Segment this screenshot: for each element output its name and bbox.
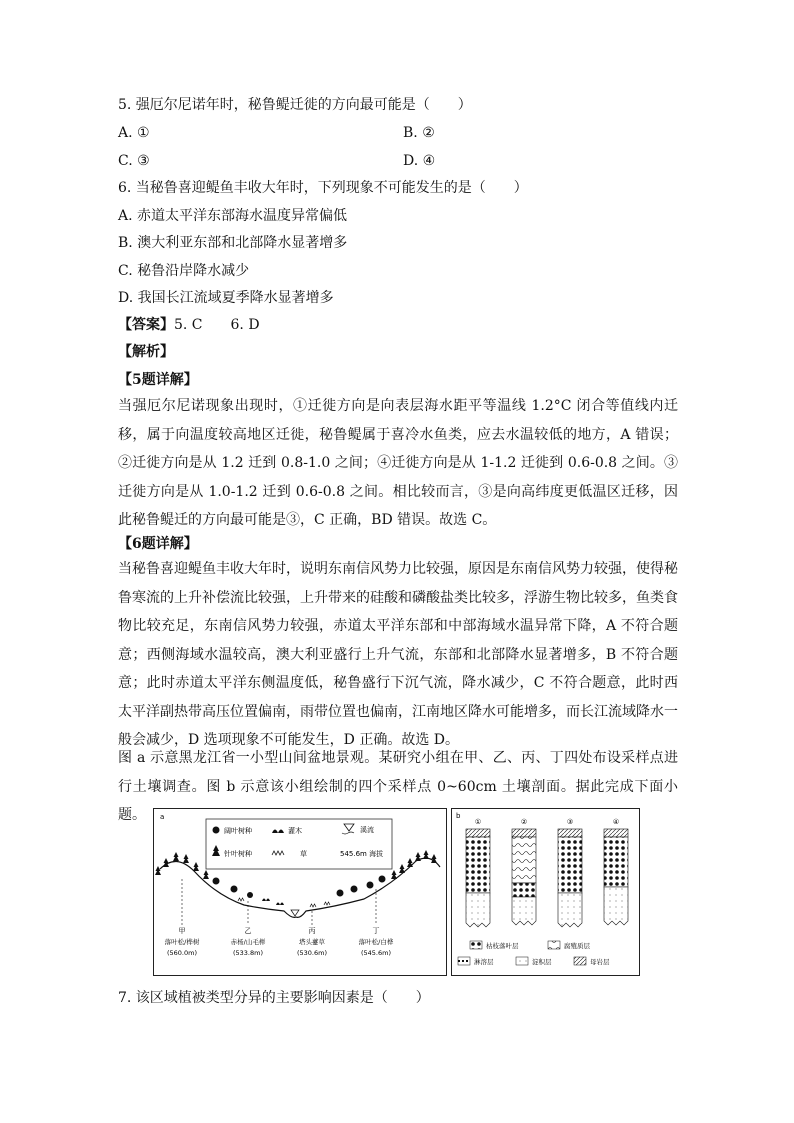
figure-b-legend: [458, 941, 610, 966]
site-bing-elev: (530.6m): [296, 949, 328, 957]
site-yi-veg: 赤杨/山毛榉: [230, 938, 266, 946]
site-jia-name: 甲: [178, 927, 186, 935]
column-1-label: ①: [474, 818, 482, 826]
q6-detail-text: 当秘鲁喜迎鳀鱼丰收大年时，说明东南信风势力比较强，原因是东南信风势力较强，使得秘鲁寒流的上升补偿流比较强，上升带来的硅酸和磷酸盐类比较多，浮游生物比较多，鱼类食物比较充足，东南信风势力较强，赤道太平洋东部和中部海域水温异常下降，A 不符合题意；西侧海域水温较高，澳大利亚盛行上升气流，东部和北部降水显著增多，B 不符合题意；此时赤道太平洋东侧温度低，秘鲁盛行下沉气流，降水减少，C 不符合题意，此时西太平洋副热带高压位置偏南，雨带位置也偏南，江南地区降水可能增多，而长江流域降水一般会减少，D 选项现象不可能发生，D 正确。故选 D。: [118, 561, 678, 748]
broadleaf-left: [213, 878, 254, 899]
broadleaf-right: [337, 876, 386, 897]
q6-option-a: A. 赤道太平洋东部海水温度异常偏低: [118, 208, 348, 224]
q5-detail-text: 当强厄尔尼诺现象出现时，①迁徙方向是向表层海水距平等温线 1.2°C 闭合等值线内迁移，属于向温度较高地区迁徙，秘鲁鳀属于喜冷水鱼类，应去水温较低的地方，A 错误；②迁徙方向是从 1.2 迁到 0.8-1.0 之间；④迁徙方向是从 1-1.2 迁徙到 0.6-0.8 之间。③迁徙方向是从 1.0-1.2 迁到 0.6-0.8 之间。相比较而言，③是向高纬度更低温区迁移，因此秘鲁鳀迁的方向最可能是③，C 正确，BD 错误。故选 C。: [118, 398, 678, 528]
q5-option-c: C. ③: [118, 153, 150, 169]
q5-option-b: B. ②: [403, 125, 435, 141]
column-4-label: ④: [612, 818, 620, 826]
soil-column-4: [604, 829, 628, 925]
figure-b-soil-profiles: [451, 808, 640, 976]
column-2-label: ②: [520, 818, 528, 826]
figure-b-svg: [452, 809, 639, 975]
legend-leaching: 淋溶层: [474, 958, 494, 966]
site-jia-elev: (560.0m): [166, 949, 198, 957]
site-lines: [182, 879, 376, 925]
q6-stem: 6. 当秘鲁喜迎鳀鱼丰收大年时，下列现象不可能发生的是（ ）: [118, 180, 528, 196]
q7-stem: 7. 该区域植被类型分异的主要影响因素是（ ）: [118, 990, 430, 1006]
legend-elevation: 545.6m 海拔: [340, 850, 384, 858]
figure-b-label: b: [456, 812, 461, 820]
q5-detail-tag: 【5题详解】: [118, 372, 198, 388]
legend-parent: 母岩层: [590, 958, 610, 966]
site-ding-name: 丁: [372, 927, 380, 935]
q5-option-a: A. ①: [118, 125, 150, 141]
legend-deposit: 淀积层: [532, 958, 552, 966]
analysis-tag: 【解析】: [118, 344, 174, 360]
legend-grass: 草: [300, 850, 307, 858]
figure-a-landscape: [153, 808, 447, 976]
figure-a-svg: [154, 809, 446, 975]
q6-option-d: D. 我国长江流域夏季降水显著增多: [118, 290, 334, 306]
legend-litter: 枯枝落叶层: [486, 942, 519, 950]
stream-marker: [291, 910, 299, 916]
site-bing-name: 丙: [308, 927, 316, 935]
grass-valley: [238, 898, 330, 907]
answer-text: 5. C 6. D: [174, 317, 260, 333]
soil-column-2: [512, 829, 536, 925]
legend-broadleaf: 阔叶树种: [224, 827, 252, 835]
q6-option-b: B. 澳大利亚东部和北部降水显著增多: [118, 235, 348, 251]
site-ding-veg: 落叶松/白桦: [358, 938, 394, 946]
site-yi-name: 乙: [244, 927, 252, 935]
soil-column-1: [466, 829, 490, 927]
shrubs: [262, 899, 284, 906]
legend-humus: 腐殖质层: [564, 942, 590, 950]
conifers-right: [391, 850, 437, 879]
legend-conifer: 针叶树种: [224, 850, 252, 858]
legend-stream: 溪流: [360, 826, 374, 834]
q6-option-c: C. 秘鲁沿岸降水减少: [118, 263, 250, 279]
figure-intro: 图 a 示意黑龙江省一小型山间盆地景观。某研究小组在甲、乙、丙、丁四处布设采样点进行土壤调查。图 b 示意该小组绘制的四个采样点 0~60cm 土壤剖面。据此完成下面小题。: [118, 750, 678, 823]
site-yi-elev: (533.8m): [232, 949, 264, 957]
site-bing-veg: 塔头薹草: [299, 938, 325, 946]
q5-stem: 5. 强厄尔尼诺年时，秘鲁鳀迁徙的方向最可能是（ ）: [118, 97, 472, 113]
q5-option-d: D. ④: [403, 153, 436, 169]
column-3-label: ③: [566, 818, 574, 826]
figure-a-label: a: [160, 813, 165, 821]
site-jia-veg: 落叶松/桦树: [164, 938, 200, 946]
q6-detail-tag: 【6题详解】: [118, 536, 198, 552]
site-ding-elev: (545.6m): [360, 949, 392, 957]
answer-line: [118, 315, 260, 335]
soil-column-3: [558, 829, 582, 927]
answer-tag: 【答案】: [118, 317, 174, 333]
legend-shrub: 灌木: [288, 827, 302, 835]
broadleaf-icon: [213, 827, 220, 834]
